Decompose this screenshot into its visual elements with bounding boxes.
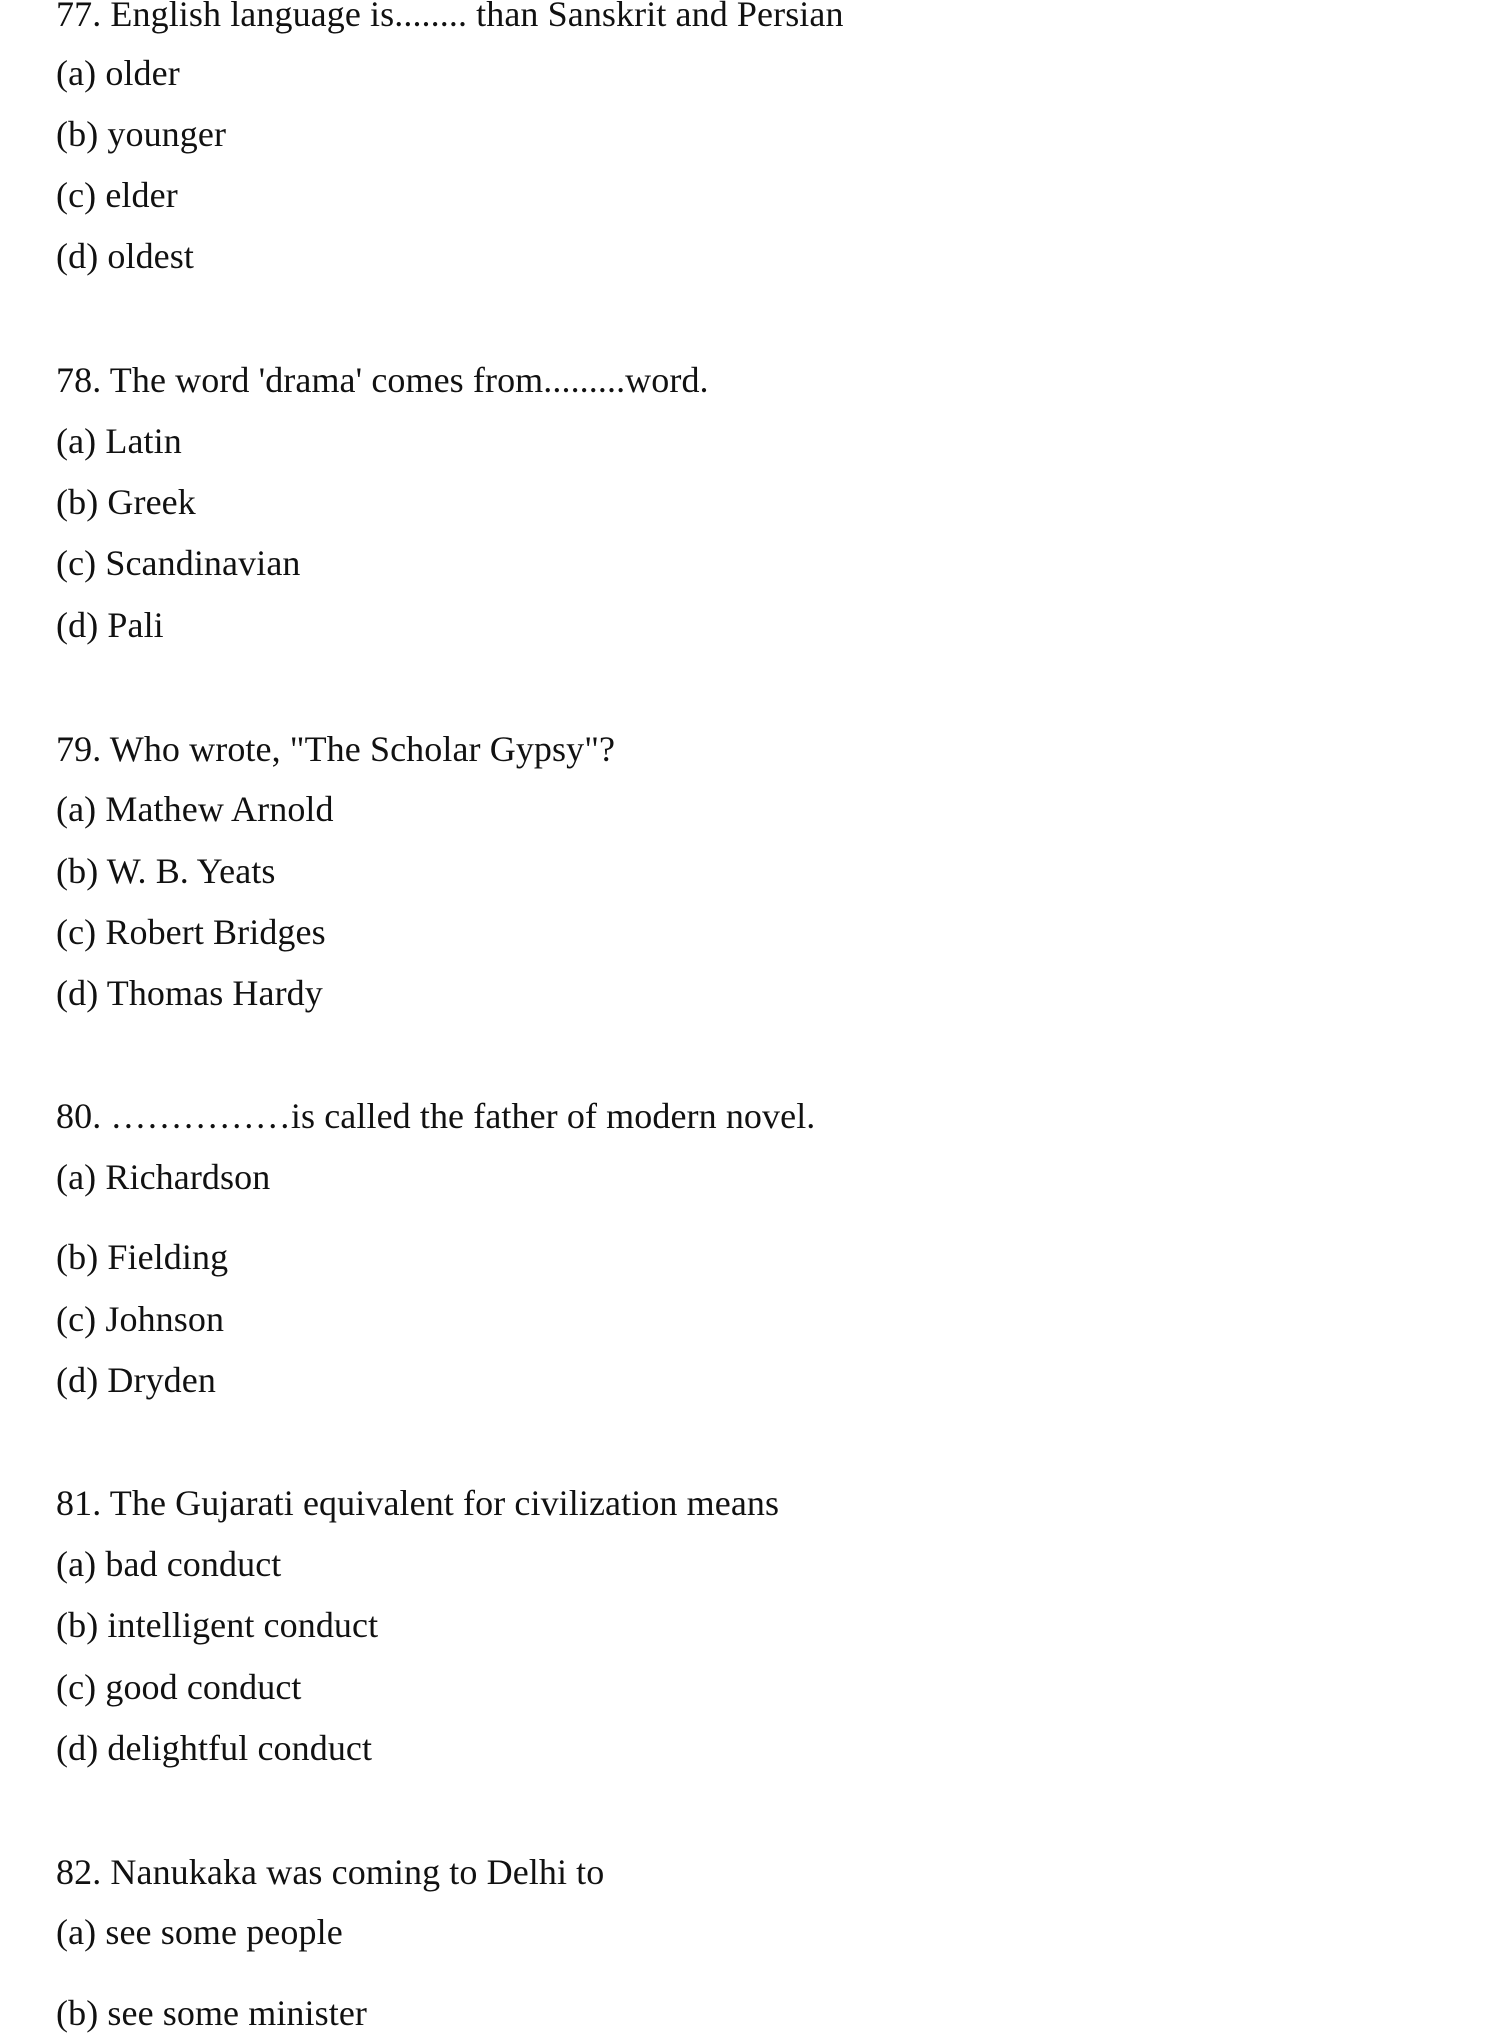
option-81-a: (a) bad conduct [56,1544,282,1584]
option-77-a: (a) older [56,53,180,93]
option-78-a: (a) Latin [56,421,182,461]
option-78-c: (c) Scandinavian [56,543,301,583]
option-77-b: (b) younger [56,114,227,154]
option-81-d: (d) delightful conduct [56,1728,373,1768]
option-80-d: (d) Dryden [56,1360,216,1400]
question-82: 82. Nanukaka was coming to Delhi to [56,1852,605,1892]
question-77: 77. English language is........ than Sanskrit and Persian [56,0,844,34]
option-79-c: (c) Robert Bridges [56,912,326,952]
option-81-c: (c) good conduct [56,1667,302,1707]
option-78-d: (d) Pali [56,605,164,645]
option-80-b: (b) Fielding [56,1237,229,1277]
option-79-d: (d) Thomas Hardy [56,973,323,1013]
question-80: 80. ……………is called the father of modern novel. [56,1096,816,1136]
option-78-b: (b) Greek [56,482,196,522]
question-81: 81. The Gujarati equivalent for civilization means [56,1483,780,1523]
question-79: 79. Who wrote, "The Scholar Gypsy"? [56,729,616,769]
option-77-d: (d) oldest [56,236,194,276]
option-81-b: (b) intelligent conduct [56,1605,379,1645]
option-80-c: (c) Johnson [56,1299,225,1339]
question-78: 78. The word 'drama' comes from.........word. [56,360,709,400]
option-80-a: (a) Richardson [56,1157,271,1197]
option-82-b: (b) see some minister [56,1993,368,2033]
option-77-c: (c) elder [56,175,178,215]
option-79-a: (a) Mathew Arnold [56,789,334,829]
option-79-b: (b) W. B. Yeats [56,851,276,891]
option-82-a: (a) see some people [56,1912,343,1952]
